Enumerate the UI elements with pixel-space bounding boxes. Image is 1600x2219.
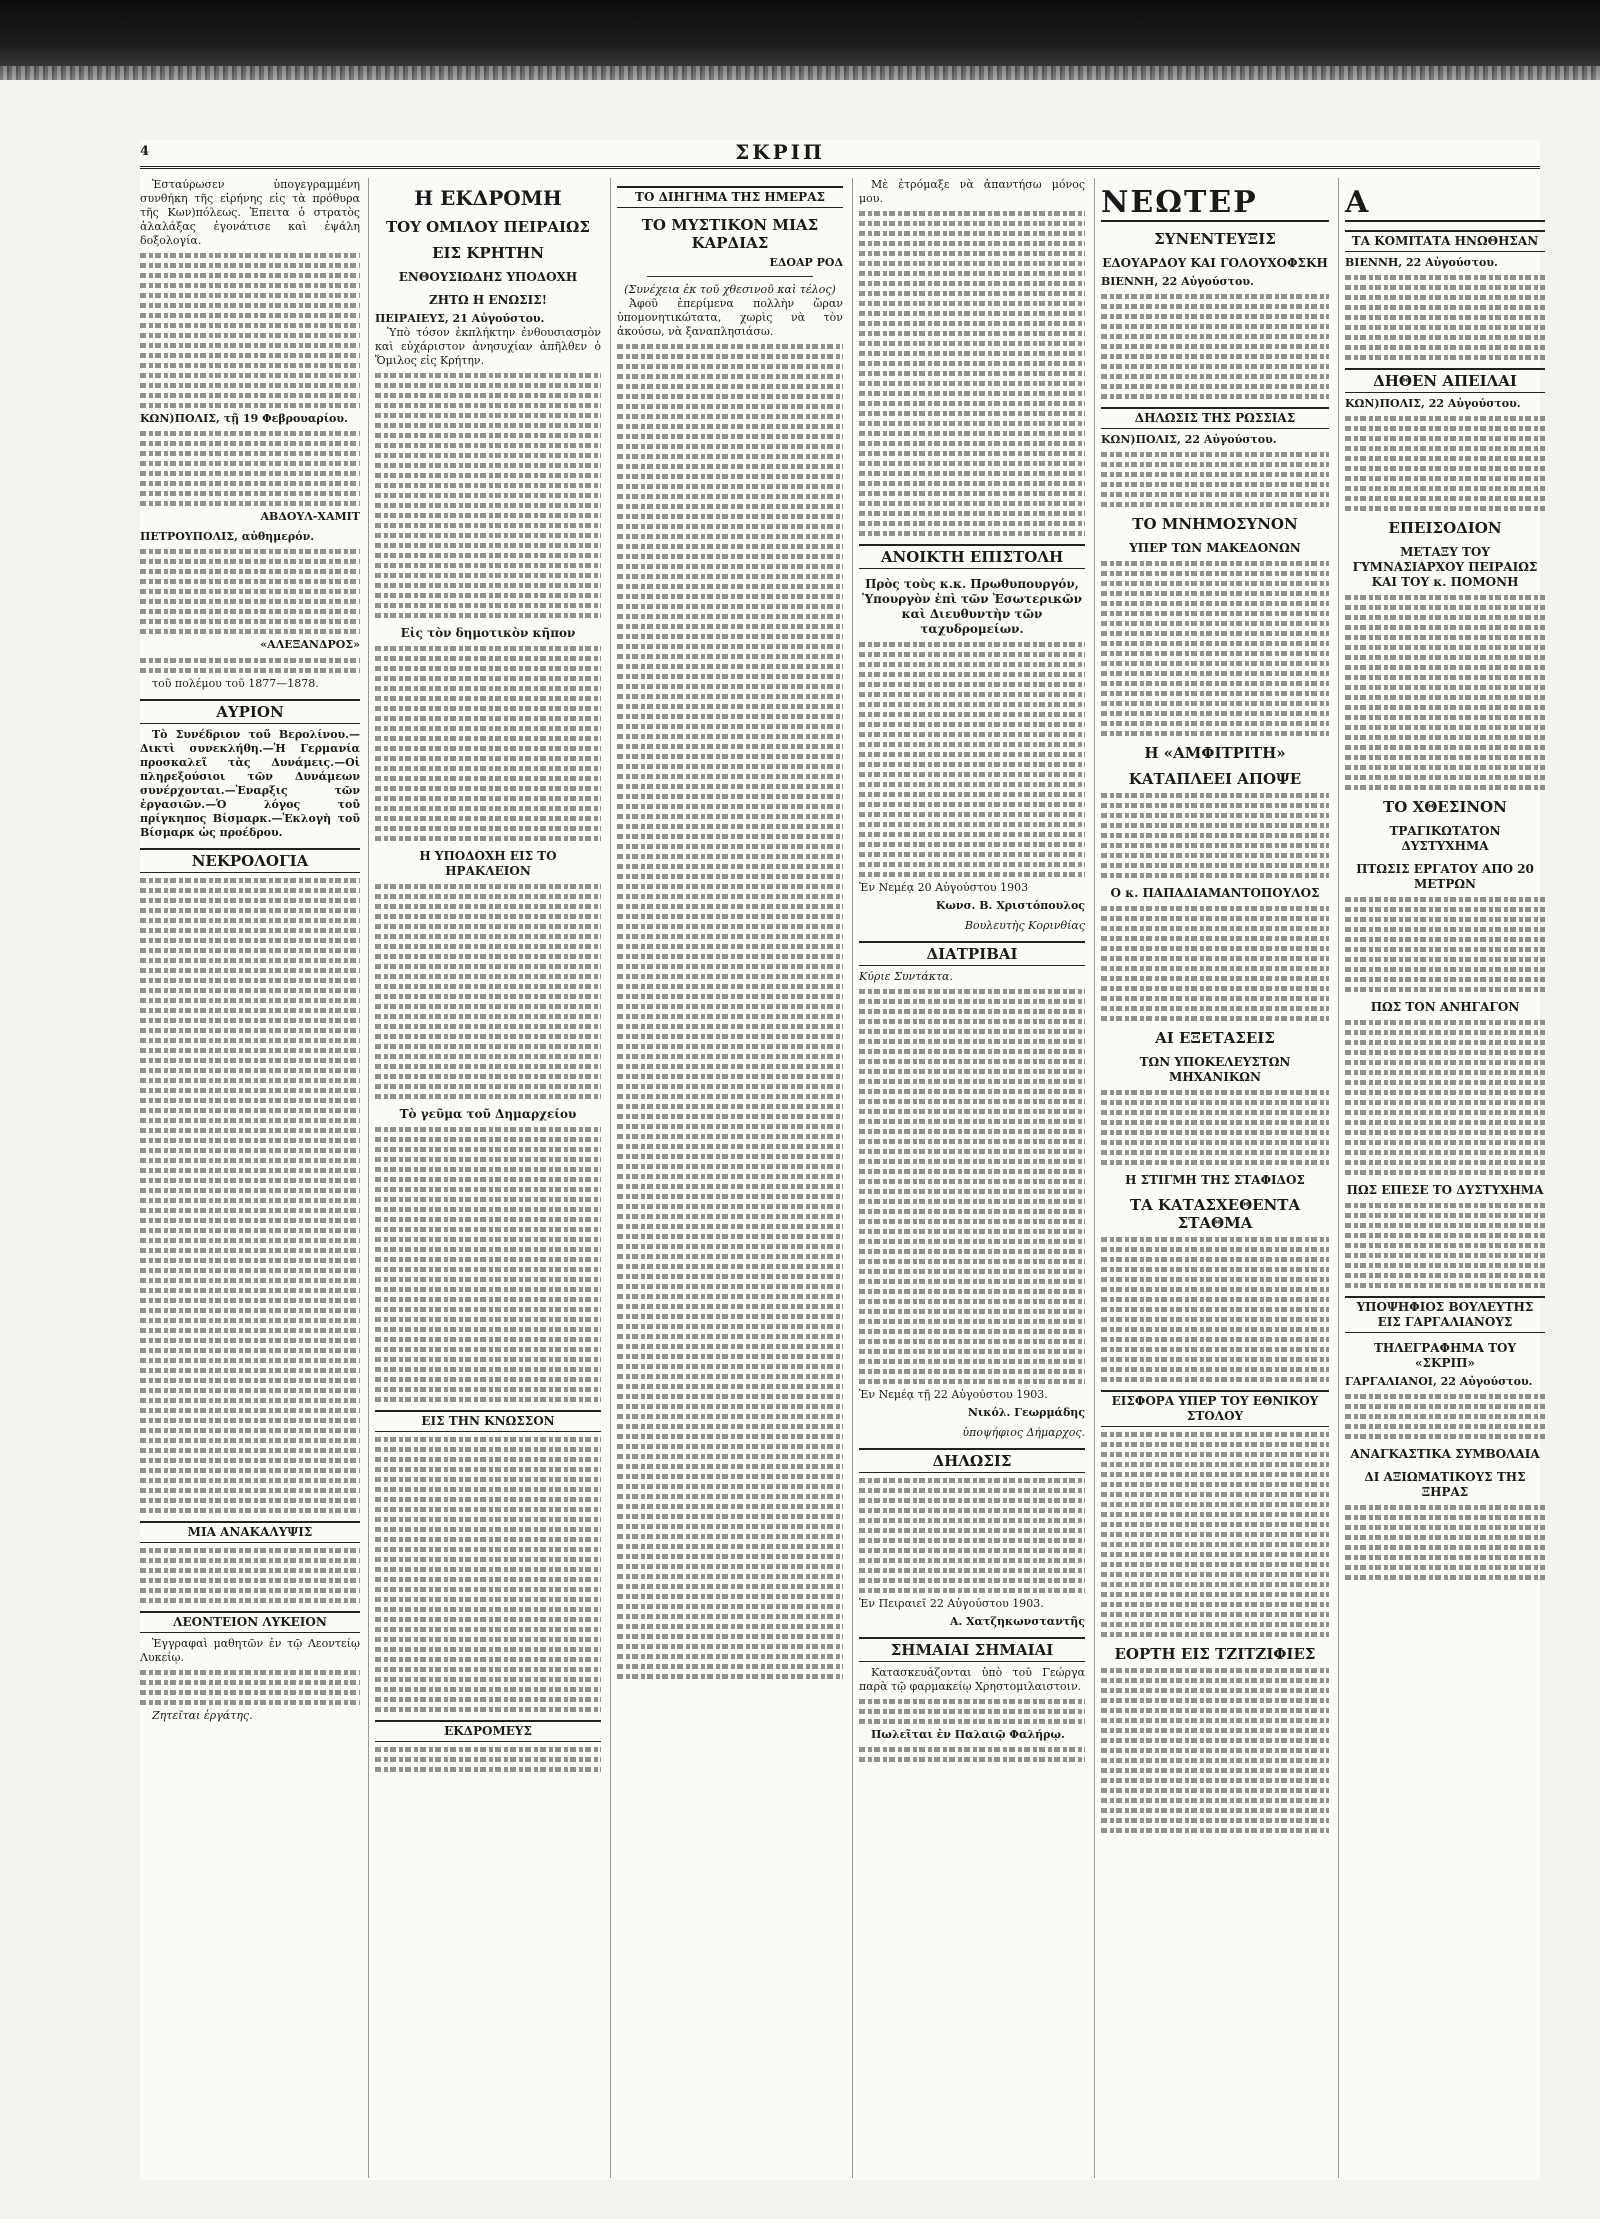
subheadline-ptosis: ΠΤΩΣΙΣ ΕΡΓΑΤΟΥ ΑΠΟ 20 ΜΕΤΡΩΝ [1356,862,1534,891]
scan-dark-band [0,0,1600,80]
headline-apeilai: ΔΗΘΕΝ ΑΠΕΙΛΑΙ [1345,368,1545,393]
divider [647,276,813,277]
article-text-block [1101,1237,1329,1382]
subheadline-enosis: ΖΗΤΩ Η ΕΝΩΣΙΣ! [428,293,548,307]
column-1 [140,178,366,2178]
dateline: ΚΩΝ)ΠΟΛΙΣ, 22 Αὐγούστου. [1345,397,1521,410]
column-5 [1094,178,1335,2178]
article-text-block [1101,1432,1329,1637]
signature: Κωνσ. Β. Χριστόπουλος [935,899,1085,912]
headline-mnimosynon: ΤΟ ΜΝΗΜΟΣΥΝΟΝ [1132,515,1298,533]
headline-mystikon: ΤΟ ΜΥΣΤΙΚΟΝ ΜΙΑΣ ΚΑΡΔΙΑΣ [641,216,819,252]
signature: Α. Χατζηκωνσταντῆς [949,1615,1085,1628]
paper-name: ΣΚΡΙΠ [735,140,825,164]
column-6 [1338,178,1547,2178]
article-text-block [375,1437,601,1712]
subheadline-dystychima: ΤΡΑΓΙΚΩΤΑΤΟΝ ΔΥΣΤΥΧΗΜΑ [1389,824,1501,853]
article-text: Μὲ ἐτρόμαξε νὰ ἀπαντήσω μόνος μου. [859,178,1085,205]
article-text-block [140,1670,360,1705]
subheadline-hypodochi: Η ΥΠΟΔΟΧΗ ΕΙΣ ΤΟ ΗΡΑΚΛΕΙΟΝ [419,849,557,878]
headline-symvolaia: ΑΝΑΓΚΑΣΤΙΚΑ ΣΥΜΒΟΛΑΙΑ [1350,1447,1540,1461]
article-text-block [859,989,1085,1384]
headline-ekdromi: Η ΕΚΔΡΟΜΗ [414,186,562,210]
headline-nekrologia: ΝΕΚΡΟΛΟΓΙΑ [140,848,360,873]
subheadline-ypodochi: ΕΝΘΟΥΣΙΩΔΗΣ ΥΠΟΔΟΧΗ [398,270,578,284]
subheadline-knosos: ΕΙΣ ΤΗΝ ΚΝΩΣΣΟΝ [375,1410,601,1432]
headline-synenteuxis: ΣΥΝΕΝΤΕΥΞΙΣ [1154,230,1276,248]
subheadline-symvolaia: ΔΙ ΑΞΙΩΜΑΤΙΚΟΥΣ ΤΗΣ ΞΗΡΑΣ [1364,1470,1526,1499]
headline-exetaseis: ΑΙ ΕΞΕΤΑΣΕΙΣ [1155,1029,1275,1047]
article-text: Ἐγγραφαὶ μαθητῶν ἐν τῷ Λεοντείῳ Λυκείῳ. [140,1637,360,1664]
dateline: ΠΕΙΡΑΙΕΥΣ, 21 Αὐγούστου. [375,312,545,325]
headline-avrion: ΑΥΡΙΟΝ [140,699,360,724]
classified-ad: Ζητεῖται ἐργάτης. [152,1709,253,1722]
article-text-block [1101,1090,1329,1165]
headline-diatrivai: ΔΙΑΤΡΙΒΑΙ [859,941,1085,966]
subheadline-epeisodion: ΜΕΤΑΞΥ ΤΟΥ ΓΥΜΝΑΣΙΑΡΧΟΥ ΠΕΙΡΑΙΩΣ ΚΑΙ ΤΟΥ κ. ΠΟΜΟΝΗ [1352,545,1538,589]
newspaper-page [140,140,1544,2180]
salutation: Κύριε Συντάκτα. [859,970,953,983]
article-text-block [375,1127,601,1402]
article-text-block [140,878,360,1513]
article-text: τοῦ πολέμου τοῦ 1877—1878. [152,677,319,690]
section-title-neotera: ΝΕΩΤΕΡ [1101,186,1329,222]
article-text-block [1345,275,1545,360]
masthead [140,140,1540,169]
headline-xthesinon: ΤΟ ΧΘΕΣΙΝΟΝ [1383,798,1507,816]
signature-title: Βουλευτὴς Κορινθίας [964,919,1085,932]
subheadline-anevon: ΠΩΣ ΤΟΝ ΑΝΗΓΑΓΟΝ [1370,1000,1520,1014]
headline-epeisodion: ΕΠΕΙΣΟΔΙΟΝ [1388,519,1502,537]
dateline: ΒΙΕΝΝΗ, 22 Αὐγούστου. [1345,256,1498,269]
headline-ypopsifios: ΥΠΟΨΗΦΙΟΣ ΒΟΥΛΕΥΤΗΣ ΕΙΣ ΓΑΡΓΑΛΙΑΝΟΥΣ [1345,1296,1545,1333]
subheadline-kipos: Εἰς τὸν δημοτικὸν κῆπον [400,626,576,640]
dateline: ΠΕΤΡΟΥΠΟΛΙΣ, αὐθημερόν. [140,530,315,543]
article-text-block [617,344,843,1679]
article-text-block [859,211,1085,536]
subheadline-eisoste: ΠΩΣ ΕΠΕΣΕ ΤΟ ΔΥΣΤΥΧΗΜΑ [1346,1183,1544,1197]
signature-title: ὑποψήφιος Δήμαρχος. [962,1426,1085,1439]
article-text-block [1345,897,1545,992]
article-text: Τὸ Συνέδριον τοῦ Βερολίνου.—Δικτὶ συνεκλήθη.—Ἡ Γερμανία προσκαλεῖ τὰς Δυνάμεις.—Οἱ πληρεξούσιοι τῶν Δυνάμεων συνέρχονται.—Ἐναρξις τῶν ἐργασιῶν.—Ὁ λόγος τοῦ πρίγκηπος Βίσμαρκ.—Ἐκλογὴ τοῦ Βίσμαρκ ὡς προέδρου. [140,728,360,839]
dateline: Ἐν Νεμέᾳ τῇ 22 Αὐγούστου 1903. [859,1388,1048,1401]
article-text: Κατασκευάζονται ὑπὸ τοῦ Γεώργα παρὰ τῷ φαρμακείῳ Χρηστομιλαιστοιν. [859,1666,1085,1693]
dateline: Ἐν Πειραιεῖ 22 Αὐγούστου 1903. [859,1597,1044,1610]
subheadline-papadiamantopoulos: Ο κ. ΠΑΠΑΔΙΑΜΑΝΤΟΠΟΥΛΟΣ [1110,886,1320,900]
article-text-block [1101,294,1329,399]
page-number: 4 [140,144,150,159]
dateline: ΚΩΝ)ΠΟΛΙΣ, 22 Αὐγούστου. [1101,433,1277,446]
article-text-block [1345,1394,1545,1439]
article-text-block [1101,561,1329,736]
headline-eorti: ΕΟΡΤΗ ΕΙΣ ΤΖΙΤΖΙΦΙΕΣ [1114,1645,1316,1663]
section-title-neotera-end: Α [1345,186,1545,222]
headline-stafida: Η ΣΤΙΓΜΗ ΤΗΣ ΣΤΑΦΙΔΟΣ [1125,1173,1305,1187]
article-text-block [140,431,360,506]
dateline: ΓΑΡΓΑΛΙΑΝΟΙ, 22 Αὐγούστου. [1345,1375,1533,1388]
headline-rossia: ΔΗΛΩΣΙΣ ΤΗΣ ΡΩΣΣΙΑΣ [1101,407,1329,429]
article-text-block [140,658,360,673]
headline-komitata: ΤΑ ΚΟΜΙΤΑΤΑ ΗΝΩΘΗΣΑΝ [1345,230,1545,252]
article-text: Ἐσταύρωσεν ὑπογεγραμμένη συνθήκη τῆς εἰρήνης εἰς τὰ πρόθυρα τῆς Κων)πόλεως. Ἐπειτα ὁ στρατὸς ἀλαλάξας ἐγονάτισε καὶ ἐψάλη δοξολογία. [140,178,360,247]
column-3 [610,178,849,2178]
headline-amfitriti: Η «ΑΜΦΙΤΡΙΤΗ» [1144,744,1286,762]
signature: Νικόλ. Γεωρμάδης [967,1406,1085,1419]
subheadline-tilegrafima: ΤΗΛΕΓΡΑΦΗΜΑ ΤΟΥ «ΣΚΡΙΠ» [1373,1341,1517,1370]
article-text-block [1101,793,1329,878]
article-text-block [859,1747,1085,1762]
dateline: Ἐν Νεμέᾳ 20 Αὐγούστου 1903 [859,881,1029,894]
article-text: Ἀφοῦ ἐπερίμενα πολλὴν ὥραν ὑπομονητικώτατα, χωρὶς νὰ τὸν ἀκούσω, νὰ ξαναπλησιάσω. [617,297,843,338]
signature: ΑΒΔΟΥΛ-ΧΑΜΙΤ [260,510,360,523]
subheadline-geuma: Τὸ γεῦμα τοῦ Δημαρχείου [399,1107,577,1121]
article-text-block [375,373,601,618]
headline-dilosis: ΔΗΛΩΣΙΣ [859,1448,1085,1473]
author-name: ΕΔΟΑΡ ΡΟΔ [769,256,843,269]
signature-ekdromeus: ΕΚΔΡΟΜΕΥΣ [375,1720,601,1742]
article-text-block [140,1548,360,1603]
article-text-block [1345,1203,1545,1288]
article-text-block [375,1747,601,1772]
column-2 [368,178,607,2178]
subheadline-synenteuxis: ΕΔΟΥΑΡΔΟΥ ΚΑΙ ΓΟΛΟΥΧΟΦΣΚΗ [1102,256,1328,270]
article-text-block [1345,1020,1545,1175]
article-text-block [1101,1668,1329,1833]
article-text-block [140,549,360,634]
article-text-block [375,646,601,841]
signature: «ΑΛΕΞΑΝΔΡΟΣ» [260,638,360,651]
column-4 [852,178,1091,2178]
article-text-block [140,253,360,408]
article-text-block [859,1699,1085,1724]
headline-epistoli: ΑΝΟΙΚΤΗ ΕΠΙΣΤΟΛΗ [859,544,1085,569]
headline-lykeion: ΛΕΟΝΤΕΙΟΝ ΛΥΚΕΙΟΝ [140,1611,360,1633]
subheadline-amfitriti: ΚΑΤΑΠΛΕΕΙ ΑΠΟΨΕ [1128,770,1302,788]
article-text-block [1101,452,1329,507]
headline-kriti: ΕΙΣ ΚΡΗΤΗΝ [432,244,544,262]
article-text-block [859,642,1085,877]
headline-omilos: ΤΟΥ ΟΜΙΛΟΥ ΠΕΙΡΑΙΩΣ [386,218,590,236]
article-text-block [1345,595,1545,790]
dateline: ΚΩΝ)ΠΟΛΙΣ, τῇ 19 Φεβρουαρίου. [140,412,348,425]
article-text: Ὑπὸ τόσον ἐκπλήκτην ἐνθουσιασμὸν καὶ εὐχάριστον ἀνησυχίαν ἀπῆλθεν ὁ Ὅμιλος εἰς Κρήτην. [375,326,601,367]
subheadline-stafida: ΤΑ ΚΑΤΑΣΧΕΘΕΝΤΑ ΣΤΑΘΜΑ [1129,1196,1301,1232]
headline-simaiai: ΣΗΜΑΙΑΙ ΣΗΜΑΙΑΙ [859,1637,1085,1662]
headline-anakalypsis: ΜΙΑ ΑΝΑΚΑΛΥΨΙΣ [140,1521,360,1543]
continuation-note: (Συνέχεια ἐκ τοῦ χθεσινοῦ καὶ τέλος) [624,283,836,296]
headline-eisfora: ΕΙΣΦΟΡΑ ΥΠΕΡ ΤΟΥ ΕΘΝΙΚΟΥ ΣΤΟΛΟΥ [1101,1390,1329,1427]
subheadline-mnimosynon: ΥΠΕΡ ΤΩΝ ΜΑΚΕΔΟΝΩΝ [1129,541,1301,555]
article-text-block [375,884,601,1099]
article-text-block [859,1478,1085,1593]
article-text-block [1345,416,1545,511]
dateline: ΒΙΕΝΝΗ, 22 Αὐγούστου. [1101,275,1254,288]
article-text-block [1101,906,1329,1021]
subheadline-epistoli: Πρὸς τοὺς κ.κ. Πρωθυπουργόν, Ὑπουργὸν ἐπὶ τῶν Ἐσωτερικῶν καὶ Διευθυντὴν τῶν ταχυδρομείων. [862,577,1082,636]
classified-ad: Πωλεῖται ἐν Παλαιῷ Φαλήρῳ. [871,1728,1065,1741]
subheadline-exetaseis: ΤΩΝ ΥΠΟΚΕΛΕΥΣΤΩΝ ΜΗΧΑΝΙΚΩΝ [1139,1055,1291,1084]
article-text-block [1345,1505,1545,1580]
section-diigima: ΤΟ ΔΙΗΓΗΜΑ ΤΗΣ ΗΜΕΡΑΣ [617,186,843,208]
